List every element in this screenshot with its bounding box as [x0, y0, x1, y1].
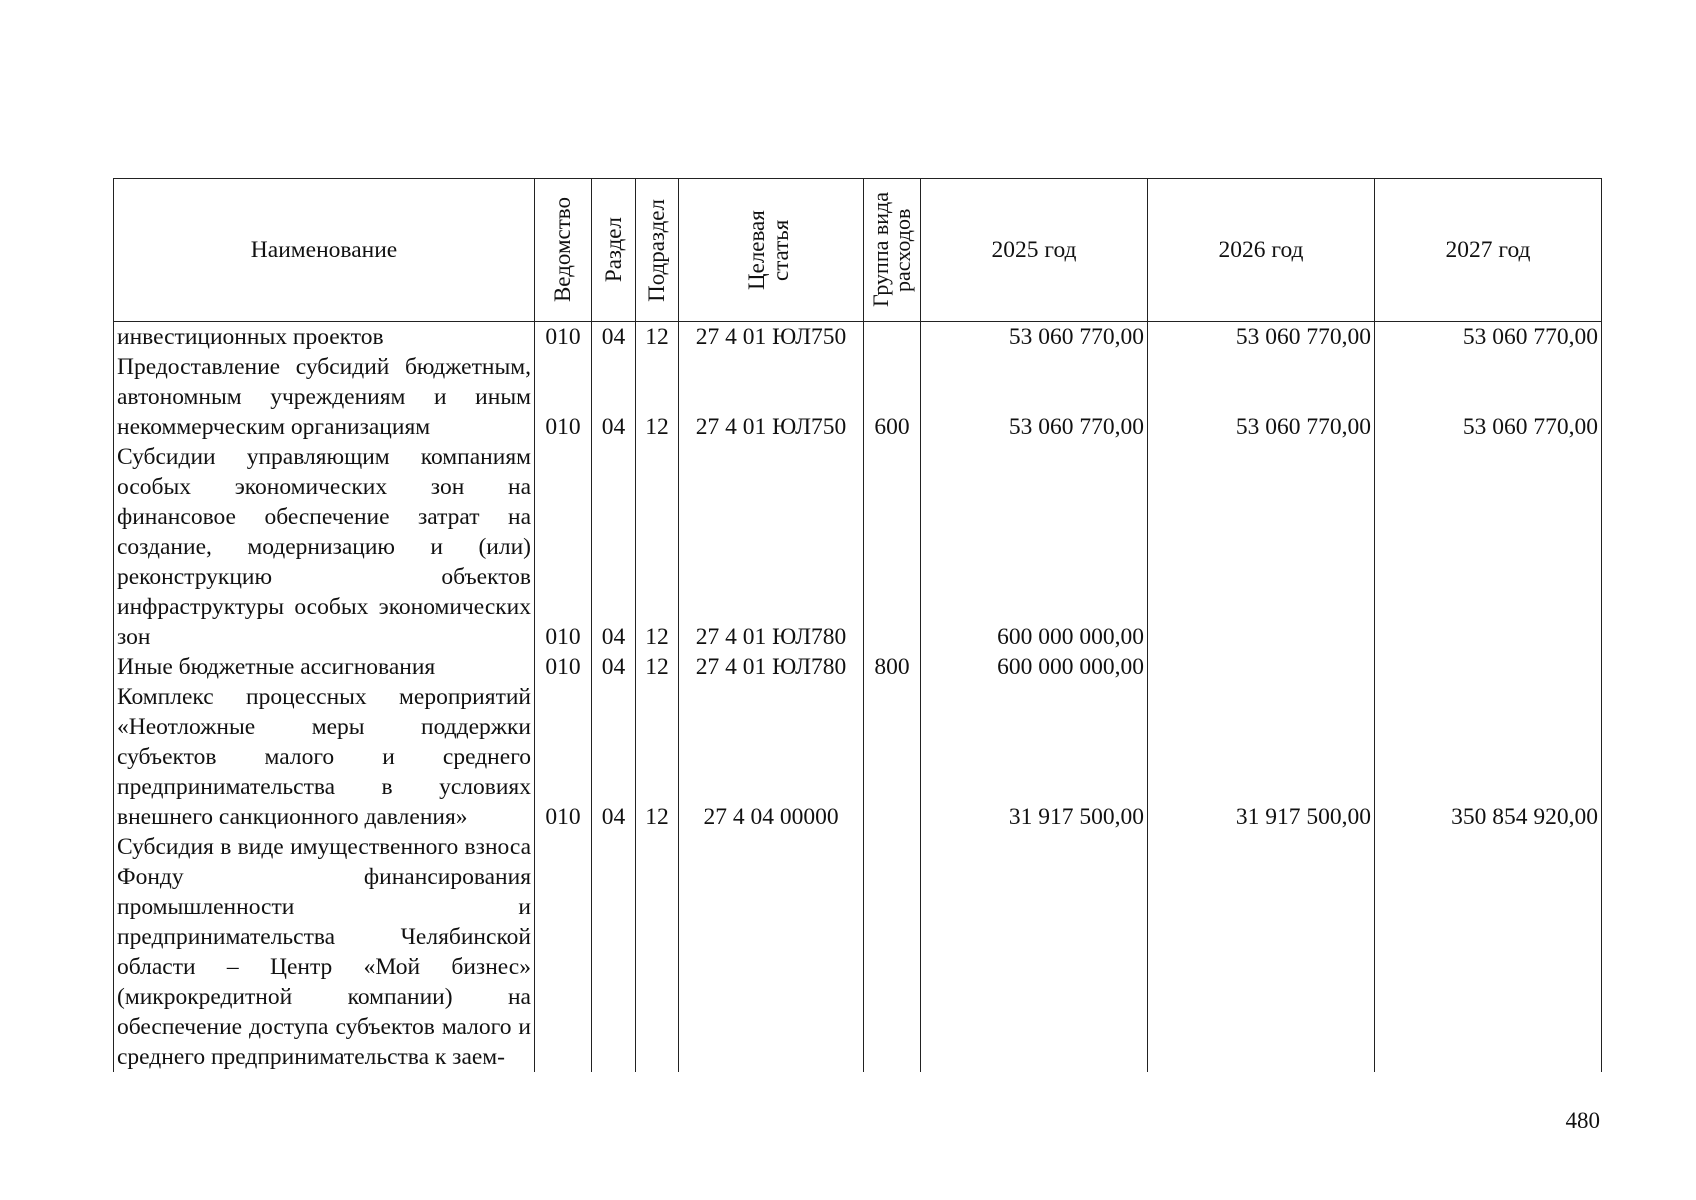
header-2025: 2025 год	[921, 179, 1148, 322]
row-2027: 53 060 770,00	[1375, 322, 1602, 353]
row-target	[679, 832, 864, 1072]
row-group	[864, 682, 921, 832]
header-vedomstvo: Ведомство	[550, 197, 575, 303]
row-2027	[1375, 652, 1602, 682]
row-2026	[1148, 832, 1375, 1072]
row-podrazdel: 12	[636, 442, 679, 652]
table-row	[114, 832, 1602, 1072]
header-podrazdel-cell	[636, 179, 679, 322]
header-razdel: Раздел	[600, 217, 626, 283]
row-group: 800	[864, 652, 921, 682]
row-podrazdel	[636, 832, 679, 1072]
row-vedomstvo: 010	[535, 682, 592, 832]
row-2027: 350 854 920,00	[1375, 682, 1602, 832]
row-2025	[921, 832, 1148, 1072]
row-vedomstvo: 010	[535, 652, 592, 682]
row-razdel: 04	[592, 442, 636, 652]
row-vedomstvo: 010	[535, 442, 592, 652]
table-header-row	[114, 179, 1602, 322]
row-podrazdel: 12	[636, 352, 679, 442]
header-target-cell	[679, 179, 864, 322]
page-number: 480	[1565, 1108, 1600, 1133]
row-razdel: 04	[592, 322, 636, 353]
row-vedomstvo: 010	[535, 352, 592, 442]
row-podrazdel: 12	[636, 652, 679, 682]
row-2026	[1148, 652, 1375, 682]
row-2025: 53 060 770,00	[921, 352, 1148, 442]
row-vedomstvo: 010	[535, 322, 592, 353]
row-name: Субсидии управляющим компаниям особых экономических зон на финансовое обеспечение затрат на создание, модернизацию и (или) реконструкцию объектов инфраструктуры особых экономических зон	[114, 442, 535, 652]
row-name: Предоставление субсидий бюджетным, автономным учреждениям и иным некоммерческим организациям	[114, 352, 535, 442]
row-group	[864, 322, 921, 353]
row-2027: 53 060 770,00	[1375, 352, 1602, 442]
table-row	[114, 682, 1602, 832]
row-name: Субсидия в виде имущественного взноса Фонду финансирования промышленности и предпринимательства Челябинской области – Центр «Мой бизнес» (микрокредитной компании) на обеспечение доступа субъектов малого и среднего предпринимательства к заем-	[114, 832, 535, 1072]
header-2026: 2026 год	[1148, 179, 1375, 322]
row-2027	[1375, 832, 1602, 1072]
row-2026: 53 060 770,00	[1148, 352, 1375, 442]
table-row	[114, 322, 1602, 353]
row-name: Иные бюджетные ассигнования	[114, 652, 535, 682]
row-2026: 31 917 500,00	[1148, 682, 1375, 832]
row-vedomstvo	[535, 832, 592, 1072]
row-razdel: 04	[592, 652, 636, 682]
table-row	[114, 442, 1602, 652]
header-target: Целевая статья	[744, 210, 793, 290]
row-razdel	[592, 832, 636, 1072]
header-podrazdel: Подраздел	[644, 198, 669, 302]
row-podrazdel: 12	[636, 682, 679, 832]
header-name: Наименование	[114, 179, 535, 322]
row-2025: 53 060 770,00	[921, 322, 1148, 353]
row-group	[864, 442, 921, 652]
table-row	[114, 352, 1602, 442]
row-2027	[1375, 442, 1602, 652]
row-2026: 53 060 770,00	[1148, 322, 1375, 353]
header-2027: 2027 год	[1375, 179, 1602, 322]
row-2025: 31 917 500,00	[921, 682, 1148, 832]
header-razdel-cell	[592, 179, 636, 322]
row-name: инвестиционных проектов	[114, 322, 535, 353]
row-target: 27 4 01 ЮЛ780	[679, 442, 864, 652]
row-2025: 600 000 000,00	[921, 652, 1148, 682]
row-2026	[1148, 442, 1375, 652]
row-group	[864, 832, 921, 1072]
row-target: 27 4 01 ЮЛ750	[679, 322, 864, 353]
header-group-cell	[864, 179, 921, 322]
row-group: 600	[864, 352, 921, 442]
row-target: 27 4 04 00000	[679, 682, 864, 832]
row-podrazdel: 12	[636, 322, 679, 353]
row-razdel: 04	[592, 682, 636, 832]
table-row	[114, 652, 1602, 682]
header-group: Группа вида расходов	[868, 192, 915, 308]
row-2025: 600 000 000,00	[921, 442, 1148, 652]
row-target: 27 4 01 ЮЛ750	[679, 352, 864, 442]
row-razdel: 04	[592, 352, 636, 442]
budget-table	[113, 178, 1602, 1072]
header-vedomstvo-cell	[535, 179, 592, 322]
row-name: Комплекс процессных мероприятий «Неотложные меры поддержки субъектов малого и среднего предпринимательства в условиях внешнего санкционного давления»	[114, 682, 535, 832]
row-target: 27 4 01 ЮЛ780	[679, 652, 864, 682]
